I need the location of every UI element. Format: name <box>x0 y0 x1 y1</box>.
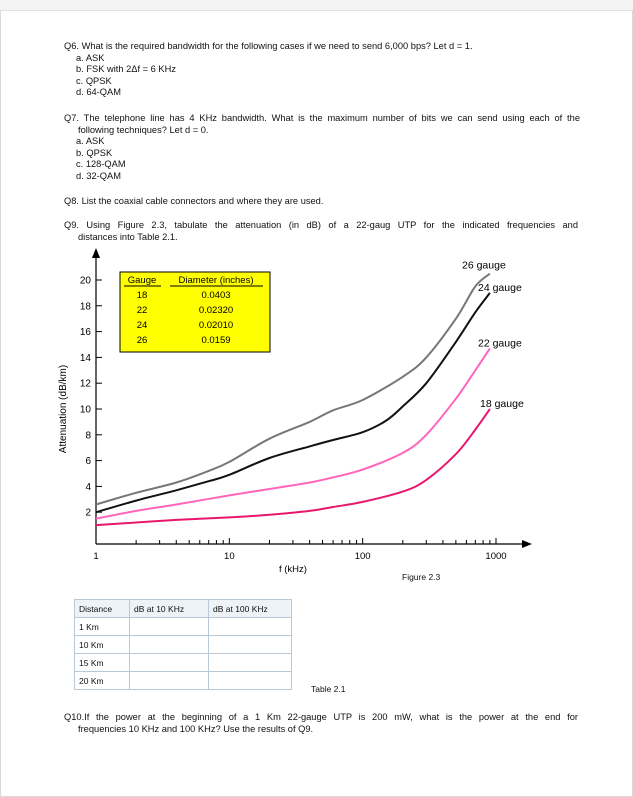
x-tick-label: 100 <box>354 551 371 562</box>
label-22-gauge: 22 gauge <box>478 337 522 350</box>
q7-text-line1: Q7. The telephone line has 4 KHz bandwidth. What is the maximum number of bits we can send using each of the <box>64 113 580 123</box>
q6-option-c: c. QPSK <box>76 75 112 86</box>
chart-series-labels <box>462 260 524 410</box>
row-distance: 1 Km <box>75 618 130 636</box>
y-tick-label: 4 <box>85 481 91 493</box>
cell-empty <box>130 654 209 672</box>
q6-option-d: d. 64-QAM <box>76 87 121 97</box>
x-tick-label: 1 <box>93 551 99 562</box>
x-axis-title: f (kHz) <box>278 564 307 575</box>
legend-diameter-value: 0.0403 <box>201 290 231 301</box>
legend-header-diameter: Diameter (inches) <box>178 275 254 286</box>
q7-option-a: a. ASK <box>76 136 105 146</box>
legend-diameter-value: 0.02010 <box>198 320 234 331</box>
gauge-diameter-table <box>120 272 270 352</box>
question-q8 <box>64 196 580 208</box>
cell-empty <box>209 618 292 636</box>
question-q6 <box>64 41 574 99</box>
q10-text-line1: Q10.If the power at the beginning of a 1 Km 22-gauge UTP is 200 mW, what is the power at the end for <box>64 712 578 722</box>
cell-empty <box>130 618 209 636</box>
q9-text-line2: distances into Table 2.1. <box>78 231 178 242</box>
q8-text: Q8. List the coaxial cable connectors and where they are used. <box>64 196 324 206</box>
x-axis-arrow <box>522 540 532 548</box>
curve-22-gauge <box>96 348 490 518</box>
table-row <box>75 618 292 636</box>
table-row <box>75 636 292 654</box>
y-tick-label: 6 <box>85 456 91 468</box>
q7-option-c: c. 128-QAM <box>76 159 126 169</box>
q10-text-line2: frequencies 10 KHz and 100 KHz? Use the results of Q9. <box>78 723 314 734</box>
table-row <box>75 654 292 672</box>
q7-option-d: d. 32-QAM <box>76 170 121 181</box>
q6-option-a: a. ASK <box>76 52 105 63</box>
x-tick-label: 10 <box>224 551 235 562</box>
table-caption: Table 2.1 <box>311 684 346 694</box>
cell-empty <box>209 654 292 672</box>
header-db-10khz: dB at 10 KHz <box>130 600 209 618</box>
legend-header-gauge: Gauge <box>127 275 157 286</box>
attenuation-chart <box>50 248 550 588</box>
y-tick-label: 14 <box>79 352 91 364</box>
viewer-top-bar <box>0 0 633 11</box>
legend-diameter-value: 0.0159 <box>201 335 231 346</box>
table-header-row <box>75 600 292 618</box>
header-db-100khz: dB at 100 KHz <box>209 600 292 618</box>
header-distance: Distance <box>75 600 130 618</box>
q7-option-b: b. QPSK <box>76 147 113 158</box>
x-tick-label: 1000 <box>485 551 507 562</box>
legend-gauge-value: 26 <box>136 335 148 346</box>
y-axis-arrow <box>92 248 100 258</box>
label-18-gauge: 18 gauge <box>480 398 524 410</box>
legend-gauge-value: 22 <box>136 305 148 316</box>
q7-text-line2: following techniques? Let d = 0. <box>78 124 209 135</box>
question-q7 <box>64 113 580 182</box>
question-q10 <box>64 712 578 735</box>
y-tick-label: 16 <box>79 327 91 339</box>
y-tick-label: 20 <box>79 275 91 287</box>
label-26-gauge: 26 gauge <box>462 259 506 272</box>
cell-empty <box>130 672 209 690</box>
cell-empty <box>130 636 209 654</box>
figure-caption: Figure 2.3 <box>402 572 441 582</box>
y-tick-label: 2 <box>85 507 91 519</box>
row-distance: 15 Km <box>75 654 130 672</box>
y-tick-label: 18 <box>79 301 91 313</box>
q6-option-b: b. FSK with 2Δf = 6 KHz <box>76 64 176 74</box>
cell-empty <box>209 672 292 690</box>
question-q9 <box>64 220 578 243</box>
row-distance: 10 Km <box>75 636 130 654</box>
y-tick-label: 12 <box>79 378 91 390</box>
label-24-gauge: 24 gauge <box>478 281 522 294</box>
q9-text-line1: Q9. Using Figure 2.3, tabulate the attenuation (in dB) of a 22-gaug UTP for the indicated frequencies and <box>64 220 578 230</box>
legend-diameter-value: 0.02320 <box>198 305 234 316</box>
table-2-1 <box>74 599 292 690</box>
y-tick-label: 10 <box>79 404 91 416</box>
y-tick-label: 8 <box>85 430 91 442</box>
table-row <box>75 672 292 690</box>
row-distance: 20 Km <box>75 672 130 690</box>
y-axis-title: Attenuation (dB/km) <box>58 364 69 454</box>
q6-text: Q6. What is the required bandwidth for the following cases if we need to send 6,000 bps? Let d = 1. <box>64 41 473 51</box>
cell-empty <box>209 636 292 654</box>
legend-gauge-value: 24 <box>136 320 148 331</box>
legend-gauge-value: 18 <box>136 290 148 301</box>
